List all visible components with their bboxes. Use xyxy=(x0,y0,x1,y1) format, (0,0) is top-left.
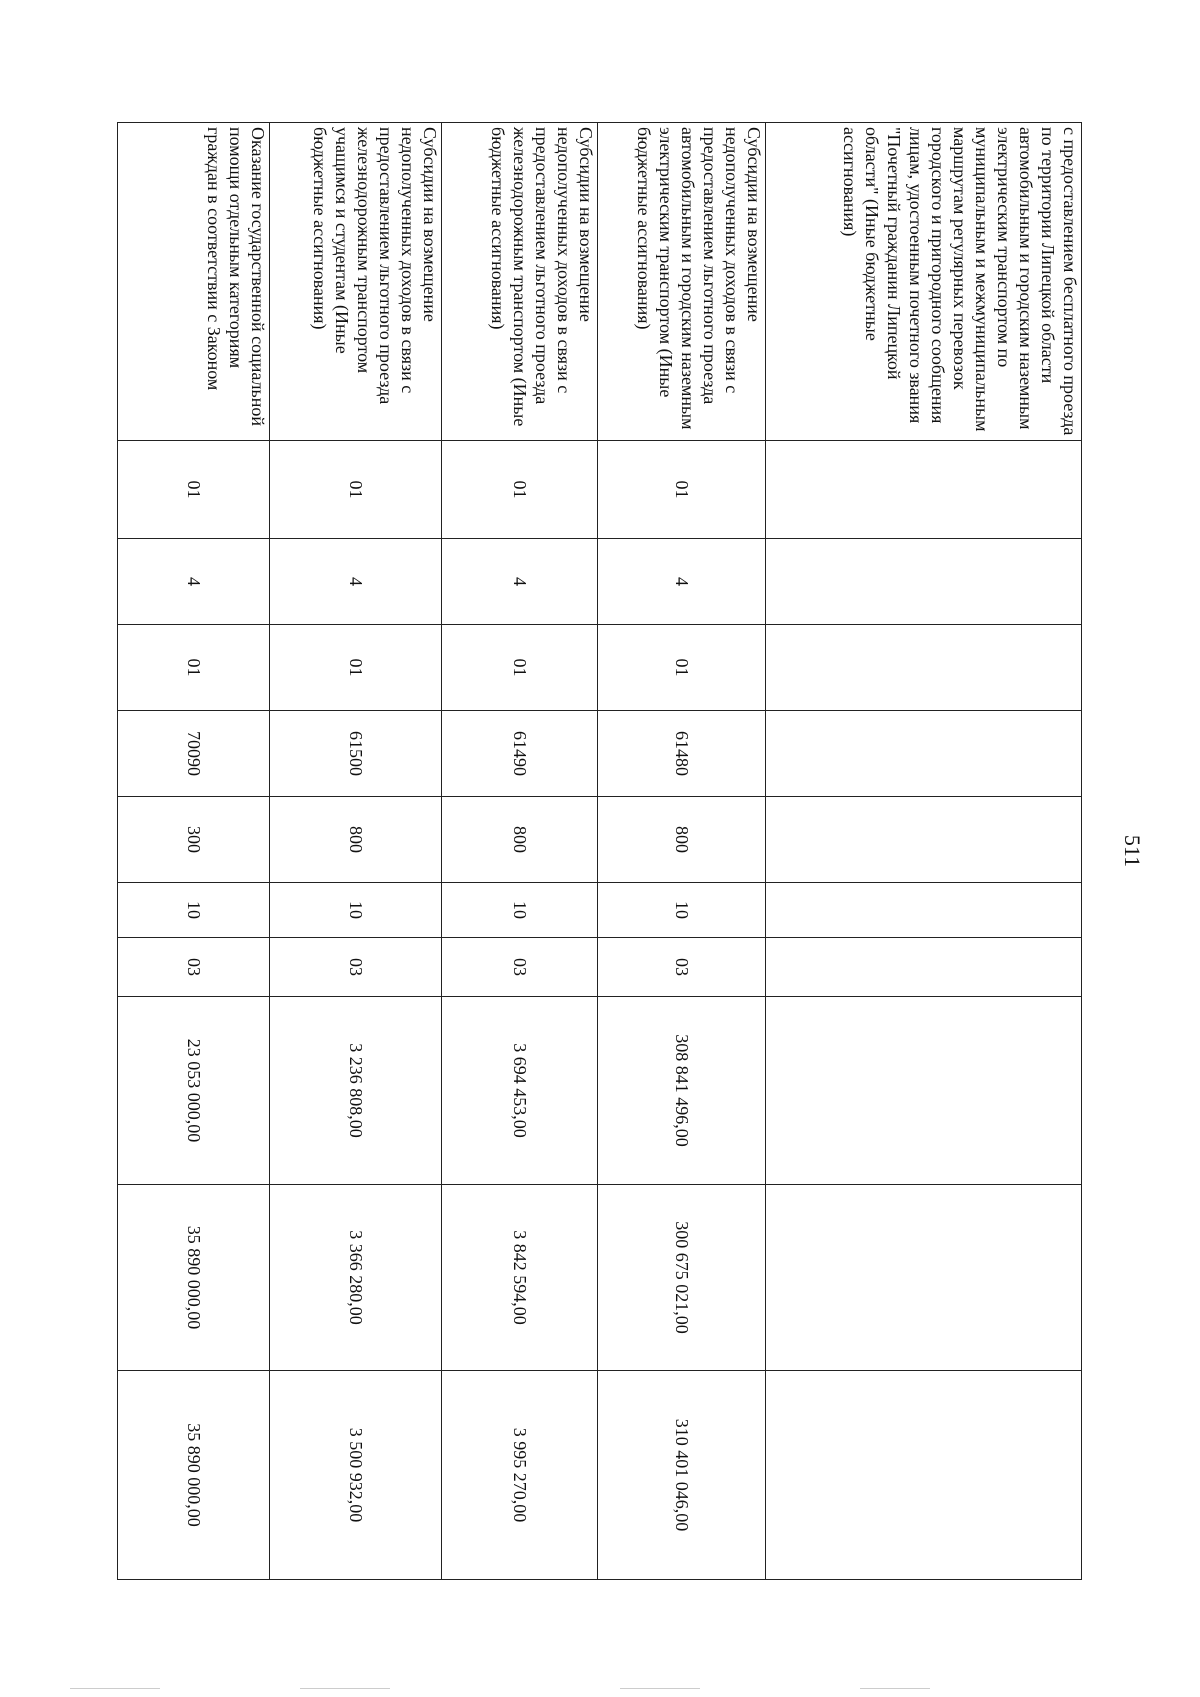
code-cell: 01 xyxy=(442,625,598,711)
code-cell: 800 xyxy=(442,797,598,883)
code-cell: 61490 xyxy=(442,711,598,797)
code-cell: 03 xyxy=(270,938,442,997)
code-cell: 01 xyxy=(118,625,270,711)
row-description: Субсидии на возмещение недополученных доходов в связи с предоставлением льготного проезда железнодорожным транспортом (Иные бюджетные ассигнования) xyxy=(442,123,598,441)
table-row xyxy=(118,123,270,1580)
code-cell: 70090 xyxy=(118,711,270,797)
scan-artifact xyxy=(860,1688,930,1689)
amount-cell: 3 236 808,00 xyxy=(270,997,442,1185)
amount-cell xyxy=(766,1185,1082,1371)
row-description: с предоставлением бесплатного проезда по территории Липецкой области автомобильным и городским наземным электрическим транспортом по муниципальным и межмуниципальным маршрутам регулярных перевозок городского и пригородного сообщения лицам, удостоенным почетного звания "Почетный гражданин Липецкой области" (Иные бюджетные ассигнования) xyxy=(766,123,1082,441)
code-cell xyxy=(766,938,1082,997)
page-number: 511 xyxy=(1120,834,1145,868)
code-cell: 03 xyxy=(118,938,270,997)
row-description: Оказание государственной социальной помощи отдельным категориям граждан в соответствии с Законом xyxy=(118,123,270,441)
amount-cell: 3 694 453,00 xyxy=(442,997,598,1185)
code-cell xyxy=(766,539,1082,625)
row-description: Субсидии на возмещение недополученных доходов в связи с предоставлением льготного проезда железнодорожным транспортом учащимся и студентам (Иные бюджетные ассигнования) xyxy=(270,123,442,441)
code-cell: 10 xyxy=(442,883,598,938)
amount-cell: 3 366 280,00 xyxy=(270,1185,442,1371)
code-cell: 61480 xyxy=(598,711,766,797)
amount-cell: 3 842 594,00 xyxy=(442,1185,598,1371)
code-cell: 01 xyxy=(270,625,442,711)
code-cell: 61500 xyxy=(270,711,442,797)
code-cell: 800 xyxy=(598,797,766,883)
code-cell: 4 xyxy=(598,539,766,625)
code-cell: 01 xyxy=(270,441,442,539)
amount-cell: 23 053 000,00 xyxy=(118,997,270,1185)
amount-cell: 35 890 000,00 xyxy=(118,1185,270,1371)
scan-artifact xyxy=(300,1688,390,1689)
table-row xyxy=(766,123,1082,1580)
code-cell xyxy=(766,883,1082,938)
rotated-table-wrapper xyxy=(118,122,1082,1579)
scan-artifact xyxy=(620,1688,700,1689)
amount-cell: 310 401 046,00 xyxy=(598,1371,766,1580)
table-row xyxy=(442,123,598,1580)
code-cell xyxy=(766,625,1082,711)
code-cell xyxy=(766,441,1082,539)
amount-cell: 3 500 932,00 xyxy=(270,1371,442,1580)
amount-cell: 3 995 270,00 xyxy=(442,1371,598,1580)
amount-cell: 300 675 021,00 xyxy=(598,1185,766,1371)
code-cell: 10 xyxy=(118,883,270,938)
row-description: Субсидии на возмещение недополученных доходов в связи с предоставлением льготного проезда автомобильным и городским наземным электрическим транспортом (Иные бюджетные ассигнования) xyxy=(598,123,766,441)
code-cell: 03 xyxy=(442,938,598,997)
amount-cell: 308 841 496,00 xyxy=(598,997,766,1185)
code-cell: 4 xyxy=(118,539,270,625)
amount-cell xyxy=(766,1371,1082,1580)
code-cell: 4 xyxy=(442,539,598,625)
code-cell: 10 xyxy=(270,883,442,938)
code-cell: 10 xyxy=(598,883,766,938)
amount-cell xyxy=(766,997,1082,1185)
scan-artifact xyxy=(70,1688,160,1689)
code-cell: 300 xyxy=(118,797,270,883)
code-cell: 4 xyxy=(270,539,442,625)
code-cell xyxy=(766,797,1082,883)
table-row xyxy=(270,123,442,1580)
budget-table xyxy=(117,122,1082,1580)
code-cell: 01 xyxy=(598,625,766,711)
code-cell xyxy=(766,711,1082,797)
code-cell: 03 xyxy=(598,938,766,997)
amount-cell: 35 890 000,00 xyxy=(118,1371,270,1580)
code-cell: 01 xyxy=(118,441,270,539)
code-cell: 01 xyxy=(442,441,598,539)
table-row xyxy=(598,123,766,1580)
code-cell: 01 xyxy=(598,441,766,539)
code-cell: 800 xyxy=(270,797,442,883)
